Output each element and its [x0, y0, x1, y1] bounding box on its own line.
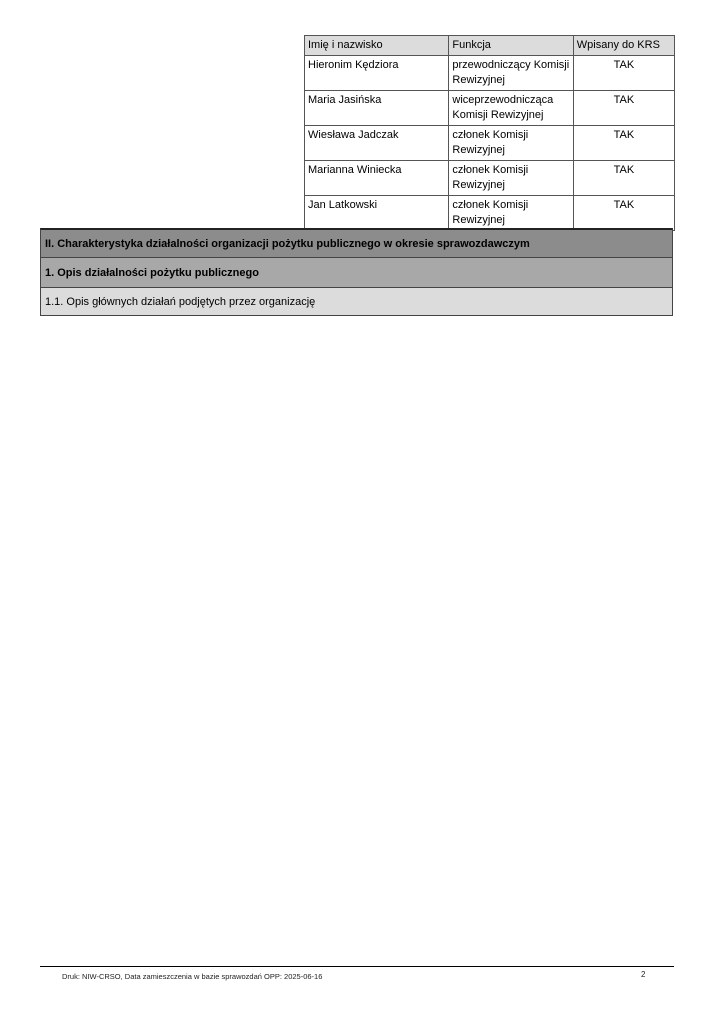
member-krs: TAK: [573, 196, 674, 231]
table-row: [305, 161, 675, 196]
member-name: Hieronim Kędziora: [305, 56, 449, 91]
member-name: Jan Latkowski: [305, 196, 449, 231]
footer-print-info: Druk: NIW-CRSO, Data zamieszczenia w bazie sprawozdań OPP: 2025-06-16: [62, 972, 323, 981]
audit-committee-table: [304, 35, 675, 231]
member-function: wiceprzewodnicząca Komisji Rewizyjnej: [449, 91, 573, 126]
table-row: [305, 91, 675, 126]
footer-divider: [40, 966, 674, 967]
member-function: członek Komisji Rewizyjnej: [449, 161, 573, 196]
member-krs: TAK: [573, 126, 674, 161]
section-heading-1-1: [40, 288, 673, 316]
section-heading-part-ii: [40, 228, 673, 258]
member-function: przewodniczący Komisji Rewizyjnej: [449, 56, 573, 91]
member-krs: TAK: [573, 161, 674, 196]
table-row: [305, 126, 675, 161]
member-name: Wiesława Jadczak: [305, 126, 449, 161]
member-krs: TAK: [573, 56, 674, 91]
member-function: członek Komisji Rewizyjnej: [449, 126, 573, 161]
table-row: [305, 196, 675, 231]
section-title: 1. Opis działalności pożytku publicznego: [45, 266, 259, 279]
section-heading-1: [40, 258, 673, 288]
table-row: [305, 56, 675, 91]
member-krs: TAK: [573, 91, 674, 126]
page-number: 2: [641, 970, 646, 979]
member-name: Maria Jasińska: [305, 91, 449, 126]
member-name: Marianna Winiecka: [305, 161, 449, 196]
header-name: Imię i nazwisko: [305, 36, 449, 56]
section-title: II. Charakterystyka działalności organizacji pożytku publicznego w okresie sprawozdawczym: [45, 237, 530, 250]
header-function: Funkcja: [449, 36, 573, 56]
section-title: 1.1. Opis głównych działań podjętych przez organizację: [45, 295, 316, 308]
member-function: członek Komisji Rewizyjnej: [449, 196, 573, 231]
header-krs: Wpisany do KRS: [573, 36, 674, 56]
table-header-row: [305, 36, 675, 56]
